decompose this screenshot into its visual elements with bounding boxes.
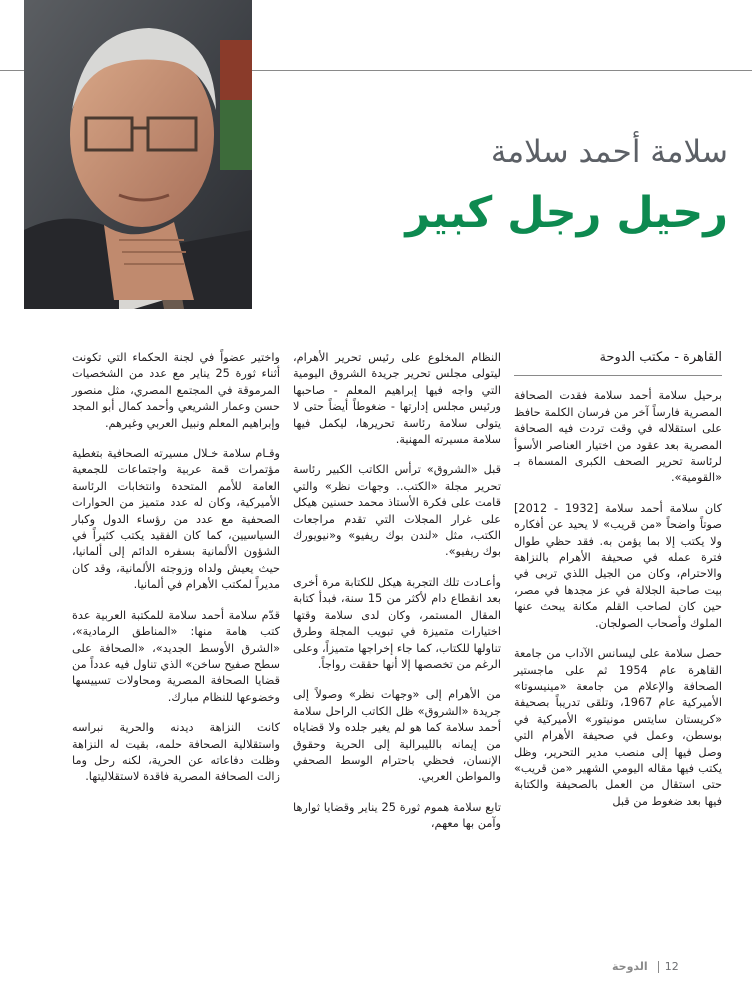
article-column-2 (293, 350, 501, 847)
footer-divider (658, 961, 659, 973)
paragraph: النظام المخلوع على رئيس تحرير الأهرام، ليتولى مجلس تحرير جريدة الشروق اليومية التي واجه فيها إبراهيم المعلم - صاحبها ورئيس مجلس إدارتها - ضغوطاً أيضاً حتى لا يتولى سلامة رئاسة تحريرها، ليكمل فيها سلامة مسيرته المهنية. (293, 351, 501, 447)
byline: القاهرة - مكتب الدوحة (514, 350, 722, 376)
page-number: 12 (664, 960, 679, 973)
article-headline: رحيل رجل كبير (405, 188, 728, 238)
paragraph: وأعـادت تلك التجربة هيكل للكتابة مرة أخرى بعد انقطاع دام لأكثر من 15 سنة، فبدأ كتابة المقال المستمر، وكان لدى سلامة وقتها اختيارات متميزة في تبويب المجلة وطرق تناولها للكتاب، كما جاء إخراجها متميزاً، وعلى الرغم من تخصصها إلا أنها حققت رواجاً. (293, 575, 501, 671)
paragraph: قدّم سلامة أحمد سلامة للمكتبة العربية عدة كتب هامة منها: «المناطق الرمادية»، «الشرق الأوسط الجديد»، «الصحافة على سطح صفيح ساخن» الذي تناول فيه عدداً من قضايا الصحافة المصرية ومحاولات تسييسها وخضوعها للنظام مبارك. (72, 608, 280, 704)
portrait-illustration (24, 0, 252, 309)
paragraph: قبل «الشروق» ترأس الكاتب الكبير رئاسة تحرير مجلة «الكتب.. وجهات نظر» والتي قامت على فكرة الأستاذ محمد حسنين هيكل على غرار المجلات التي تقدم مراجعات الكتب، مثل «لندن بوك ريفيو» و«نيويورك بوك ريفيو». (293, 463, 501, 559)
paragraph: كانت النزاهة ديدنه والحرية نبراسه واستقلالية الصحافة حلمه، بقيت له النزاهة وظلت دفاعاته عن الحرية، لكنه رحل وما زالت الصحافة المصرية فاقدة لاستقلاليتها. (72, 721, 280, 784)
paragraph: برحيل سلامة أحمد سلامة فقدت الصحافة المصرية فارساً آخر من فرسان الكلمة حافظ على استقلاله في وقت تردت فيه الصحافة المصرية بعد عقود من اختيار العناصر الأسوأ لرئاسة تحرير الصحف الكبرى المسماة بـ «القومية». (514, 389, 722, 485)
paragraph: تابع سلامة هموم ثورة 25 يناير وقضايا ثوارها وآمن بها معهم، (293, 800, 501, 831)
paragraph: حصل سلامة على ليسانس الآداب من جامعة القاهرة عام 1954 ثم على ماجستير الصحافة والإعلام من جامعة «مينيسوتا» الأميركية عام 1967، وتلقى تدريباً بصحيفة «كريستان سايتس مونيتور» الأميركية في بوسطن، وعمل في صحيفة الأهرام التي وصل فيها إلى منصب مدير التحرير، وظل يكتب فيها مقاله اليومي الشهير «من قريب» حتى استقال من العمل بالصحيفة والكتابة فيها بعد ضغوط من قبل (514, 647, 722, 808)
article-column-1 (514, 350, 722, 824)
magazine-name: الدوحة (612, 960, 648, 973)
page-footer (612, 960, 679, 973)
article-column-3 (72, 350, 280, 800)
paragraph: من الأهرام إلى «وجهات نظر» وصولاً إلى جريدة «الشروق» ظل الكاتب الراحل سلامة أحمد سلامة كما هو لم يغير جلده ولا قضاياه من إيمانه بالليبرالية إلى الحرية وحقوق الإنسان، فحظي باحترام الوسط الصحفي والمواطن العربي. (293, 688, 501, 784)
subject-name: سلامة أحمد سلامة (490, 134, 728, 170)
paragraph: وقـام سلامة خـلال مسيرته الصحافية بتغطية مؤتمرات قمة عربية واجتماعات للجمعية العامة للأمم المتحدة وانتخابات الرئاسة الأميركية، وكان له عدد متميز من الحوارات الصحفية مع عدد من رؤساء الدول وكبار السياسيين، كما كان الفقيد يكتب كثيراً في الشؤون الألمانية بسفره الدائم إلى ألمانيا، حيث يعيش ولداه وزوجته الألمانية، وقد كان مديراً لمكتب الأهرام في ألمانيا. (72, 447, 280, 592)
portrait-photo (24, 0, 252, 309)
paragraph: واختير عضواً في لجنة الحكماء التي تكونت أثناء ثورة 25 يناير مع عدد من الشخصيات المرموقة في المجتمع المصري، مثل منصور حسن وعمار الشريعي وأحمد كمال أبو المجد وإبراهيم المعلم ونبيل العربي وغيرهم. (72, 351, 280, 430)
paragraph: كان سلامة أحمد سلامة [1932 - 2012] صوتاً واضحاً «من قريب» لا يحيد عن أفكاره ولا يكتب إلا بما يؤمن به. فقد حظي طوال فترة عمله في صحيفة الأهرام بالنزاهة والاحترام، وكان من الجيل اللذي تربى في بيت صاحبة الجلالة في عز مجدها في مصر، حين كان لصاحب القلم مكانة يبحث عنها الملوك وأصحاب الصولجان. (514, 501, 722, 630)
